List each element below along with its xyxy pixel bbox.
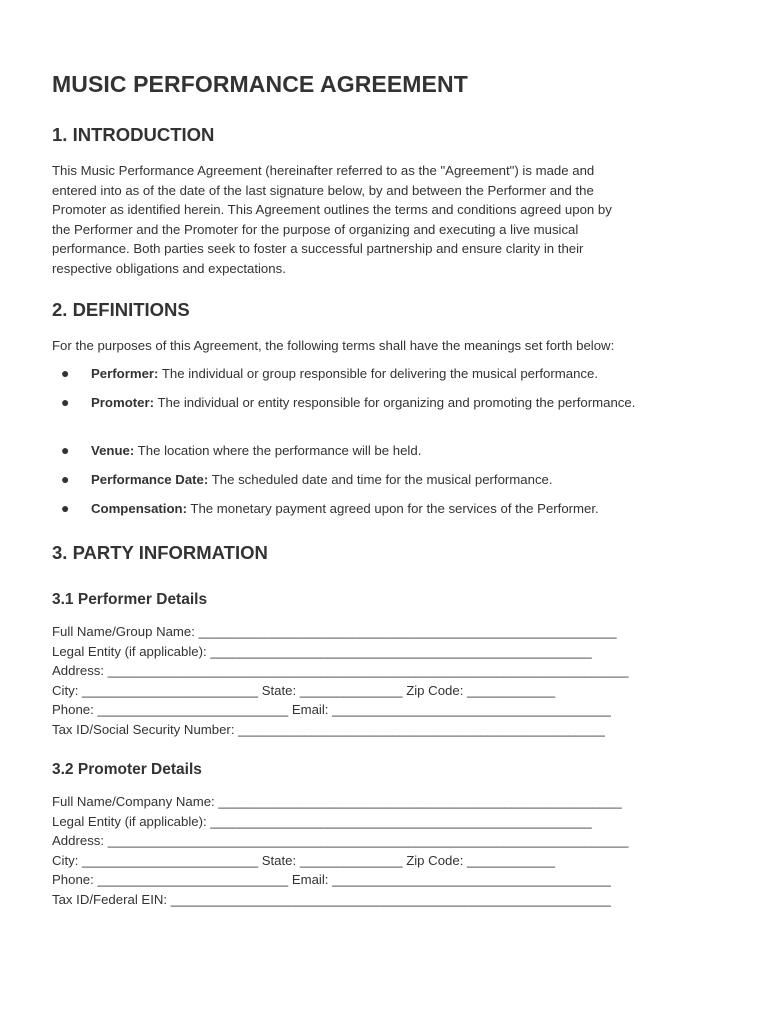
performer-city-state-zip-field[interactable]: City: ________________________ State: ______________ Zip Code: ____________ xyxy=(52,682,556,698)
definitions-heading: 2. DEFINITIONS xyxy=(52,299,190,320)
performer-address-field[interactable]: Address: _______________________________________________________________________ xyxy=(52,663,629,679)
promoter-tax-id-field[interactable]: Tax ID/Federal EIN: ____________________________________________________________ xyxy=(52,891,611,907)
performer-legal-entity-field[interactable]: Legal Entity (if applicable): ____________________________________________________ xyxy=(52,643,592,659)
performer-full-name-field[interactable]: Full Name/Group Name: _________________________________________________________ xyxy=(52,624,617,639)
paragraph-line: Promoter as identified herein. This Agreement outlines the terms and conditions agreed upon by xyxy=(52,202,612,218)
definition-term: Promoter: xyxy=(91,395,155,410)
definitions-lead: For the purposes of this Agreement, the following terms shall have the meanings set forth below: xyxy=(52,338,615,353)
promoter-full-name-field[interactable]: Full Name/Company Name: _______________________________________________________ xyxy=(52,794,622,809)
promoter-details-form xyxy=(52,792,628,910)
performer-phone-email-field[interactable]: Phone: __________________________ Email: ______________________________________ xyxy=(52,702,611,718)
promoter-city-state-zip-field[interactable]: City: ________________________ State: ______________ Zip Code: ____________ xyxy=(52,852,556,868)
party-information-heading: 3. PARTY INFORMATION xyxy=(52,542,268,563)
paragraph-line: respective obligations and expectations. xyxy=(52,260,286,276)
bullet-icon: ● xyxy=(61,365,70,381)
bullet-icon: ● xyxy=(61,442,70,458)
introduction-paragraph xyxy=(52,161,732,279)
definition-term: Venue: xyxy=(91,443,135,458)
definition-text: The individual or entity responsible for organizing and promoting the performance. xyxy=(154,395,636,410)
bullet-icon: ● xyxy=(61,394,70,410)
performer-tax-id-field[interactable]: Tax ID/Social Security Number: __________________________________________________ xyxy=(52,721,605,737)
definition-term: Compensation: xyxy=(91,501,187,516)
document-title: MUSIC PERFORMANCE AGREEMENT xyxy=(52,71,468,97)
definition-term: Performer: xyxy=(91,366,159,381)
promoter-details-heading: 3.2 Promoter Details xyxy=(52,761,202,778)
promoter-address-field[interactable]: Address: _______________________________________________________________________ xyxy=(52,833,629,849)
performer-details-heading: 3.1 Performer Details xyxy=(52,591,208,608)
definition-text: The location where the performance will be held. xyxy=(134,443,422,458)
definition-text: The individual or group responsible for delivering the musical performance. xyxy=(158,366,599,381)
paragraph-line: the Performer and the Promoter for the purpose of organizing and executing a live musical xyxy=(52,221,579,237)
definition-text: The monetary payment agreed upon for the services of the Performer. xyxy=(186,501,599,516)
promoter-legal-entity-field[interactable]: Legal Entity (if applicable): ____________________________________________________ xyxy=(52,813,592,829)
paragraph-line: This Music Performance Agreement (hereinafter referred to as the "Agreement") is made and xyxy=(52,163,595,178)
introduction-heading: 1. INTRODUCTION xyxy=(52,124,215,145)
definition-term: Performance Date: xyxy=(91,472,209,487)
performer-details-form xyxy=(52,622,628,740)
paragraph-line: entered into as of the date of the last signature below, by and between the Performer and the xyxy=(52,182,594,198)
paragraph-line: performance. Both parties seek to foster a successful partnership and ensure clarity in their xyxy=(52,241,584,257)
definition-text: The scheduled date and time for the musical performance. xyxy=(208,472,553,487)
bullet-icon: ● xyxy=(61,500,70,516)
promoter-phone-email-field[interactable]: Phone: __________________________ Email: ______________________________________ xyxy=(52,872,611,888)
bullet-icon: ● xyxy=(61,471,70,487)
